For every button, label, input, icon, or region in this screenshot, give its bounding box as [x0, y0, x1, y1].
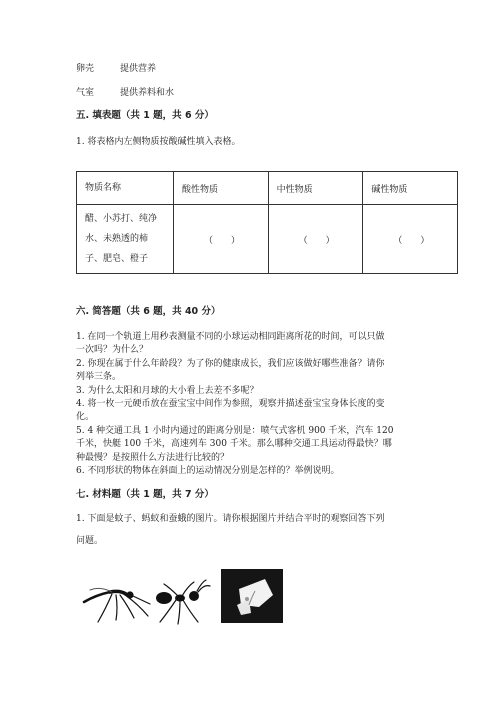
mosquito-image [76, 580, 156, 625]
table-header-row [77, 172, 458, 205]
header-acidic: 酸性物质 [174, 172, 269, 205]
question-line: 一次吗？为什么？ [76, 345, 149, 356]
section6-heading: 六. 简答题（共 6 题，共 40 分） [76, 306, 221, 317]
question-line: 6. 不同形状的物体在斜面上的运动情况分别是怎样的？举例说明。 [76, 466, 340, 477]
neutral-answer-blank[interactable]: （ ） [268, 205, 363, 274]
alkaline-answer-blank[interactable]: （ ） [363, 205, 458, 274]
substance-line: 醋、小苏打、纯净 [85, 214, 158, 224]
ant-image [150, 578, 214, 626]
section5-heading: 五. 填表题（共 1 题，共 6 分） [76, 110, 214, 121]
intro-desc-1: 提供营养 [120, 64, 157, 74]
question-line: 5. 4 种交通工具 1 小时内通过的距离分别是：喷气式客机 900 千米，汽车 120 [76, 425, 394, 436]
section6-questions [76, 331, 393, 478]
intro-term-1: 卵壳 [76, 64, 95, 74]
section7-question-line: 问题。 [76, 536, 104, 546]
substance-list-cell [77, 205, 174, 274]
question-line: 列举三条。 [76, 372, 122, 383]
intro-desc-2: 提供养料和水 [120, 88, 175, 98]
table-row [77, 205, 458, 274]
header-neutral: 中性物质 [268, 172, 363, 205]
section5-question: 1. 将表格内左侧物质按酸碱性填入表格。 [76, 137, 241, 147]
question-line: 化。 [76, 412, 95, 423]
section7-heading: 七. 材料题（共 1 题，共 7 分） [76, 489, 214, 500]
substance-table [76, 171, 458, 274]
question-line: 2. 你现在属于什么年龄段？为了你的健康成长，我们应该做好哪些准备？请你 [76, 358, 385, 369]
question-line: 3. 为什么太阳和月球的大小看上去差不多呢？ [76, 385, 259, 396]
silkmoth-image [221, 569, 283, 623]
question-line: 种最慢？是按照什么方法进行比较的？ [76, 452, 230, 463]
header-alkaline: 碱性物质 [363, 172, 458, 205]
intro-term-2: 气室 [76, 88, 95, 98]
question-line: 千米，快艇 100 千米，高速列车 300 千米。那么哪种交通工具运动得最快？哪 [76, 439, 392, 450]
section7-question-line: 1. 下面是蚊子、蚂蚁和蚕蛾的图片。请你根据图片并结合平时的观察回答下列 [76, 514, 385, 524]
substance-line: 水、未熟透的柿 [85, 234, 149, 244]
acidic-answer-blank[interactable]: （ ） [174, 205, 269, 274]
question-line: 4. 将一枚一元硬币放在蚕宝宝中间作为参照，观察并描述蚕宝宝身体长度的变 [76, 399, 385, 410]
substance-line: 子、肥皂、橙子 [85, 254, 149, 264]
header-substance-name: 物质名称 [77, 172, 174, 205]
question-line: 1. 在同一个轨道上用秒表测量不同的小球运动相同距离所花的时间，可以只做 [76, 332, 385, 342]
